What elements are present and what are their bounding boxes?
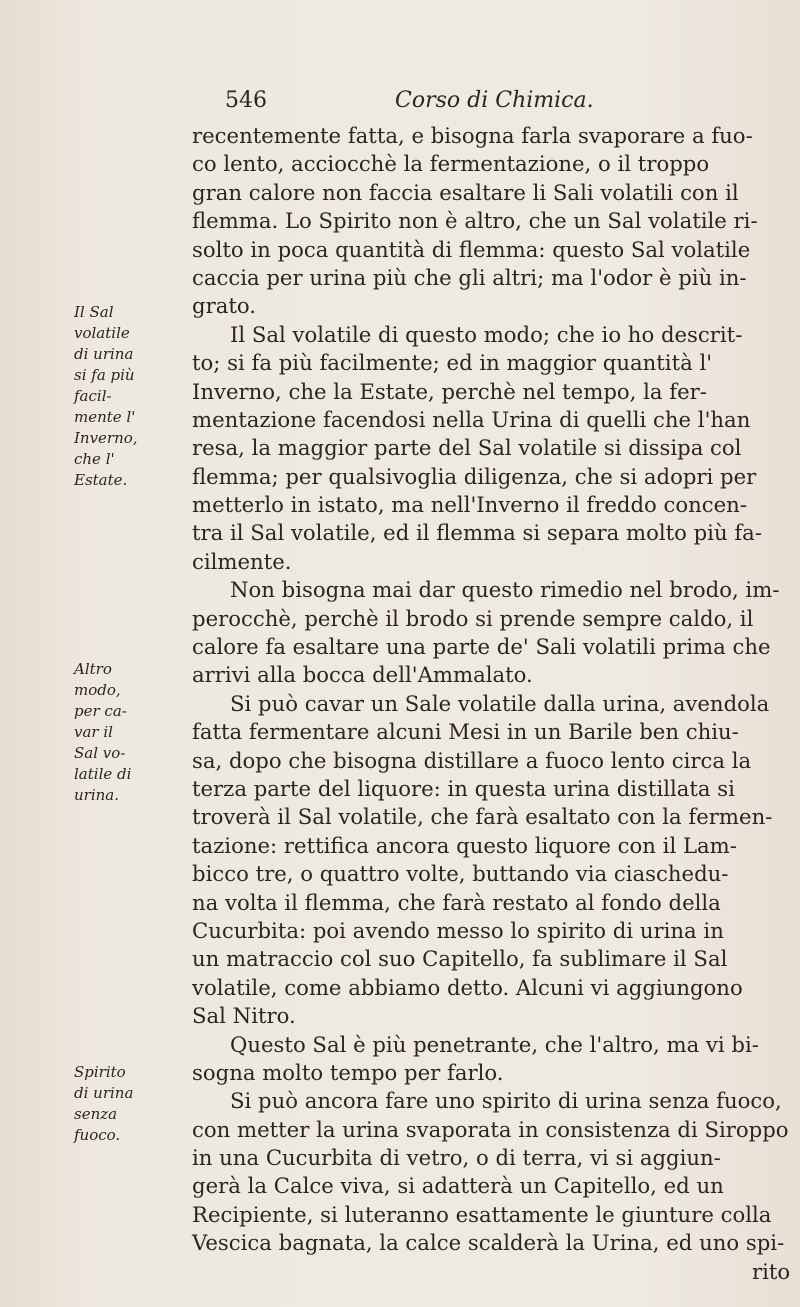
text-line: Questo Sal è più penetrante, che l'altro, ma vi bi-: [230, 1031, 759, 1057]
text-line: fatta fermentare alcuni Mesi in un Barile ben chiu-: [192, 719, 739, 745]
text-line: Inverno, che la Estate, perchè nel tempo, la fer-: [192, 378, 707, 404]
page-header: [225, 88, 645, 116]
margin-note: [74, 1062, 192, 1146]
margin-note-line: di urina: [74, 1084, 134, 1102]
margin-note-line: senza: [74, 1105, 118, 1123]
text-line: con metter la urina svaporata in consistenza di Siroppo: [192, 1116, 789, 1142]
margin-note-line: urina.: [74, 786, 119, 804]
text-line: bicco tre, o quattro volte, buttando via ciaschedu-: [192, 861, 729, 887]
text-line: flemma; per qualsivoglia diligenza, che si adopri per: [192, 463, 757, 489]
text-line: Cucurbita: poi avendo messo lo spirito di urina in: [192, 917, 724, 943]
margin-note-line: latile di: [74, 765, 132, 783]
margin-note-line: facil-: [74, 387, 112, 405]
catchword: rito: [752, 1258, 791, 1284]
text-line: Sal Nitro.: [192, 1003, 296, 1029]
margin-note-line: Sal vo-: [74, 744, 126, 762]
text-line: sogna molto tempo per farlo.: [192, 1059, 504, 1085]
text-line: calore fa esaltare una parte de' Sali volatili prima che: [192, 634, 771, 660]
margin-note-line: volatile: [74, 324, 130, 342]
margin-note-line: Il Sal: [74, 303, 114, 321]
text-line: tra il Sal volatile, ed il flemma si separa molto più fa-: [192, 520, 762, 546]
margin-note-line: mente l': [74, 408, 136, 426]
text-line: troverà il Sal volatile, che farà esaltato con la fermen-: [192, 804, 773, 830]
paragraph: [192, 576, 782, 690]
text-line: perocchè, perchè il brodo si prende sempre caldo, il: [192, 605, 754, 631]
text-line: Recipiente, si luteranno esattamente le giunture colla: [192, 1201, 772, 1227]
text-line: solto in poca quantità di flemma: questo Sal volatile: [192, 236, 751, 262]
page-number: 546: [225, 88, 267, 113]
margin-note-line: modo,: [74, 681, 121, 699]
text-line: terza parte del liquore: in questa urina distillata si: [192, 775, 735, 801]
text-line: Vescica bagnata, la calce scalderà la Urina, ed uno spi-: [192, 1230, 785, 1256]
margin-note-line: che l': [74, 450, 115, 468]
margin-note-line: fuoco.: [74, 1126, 121, 1144]
text-line: Si può cavar un Sale volatile dalla urina, avendola: [230, 690, 770, 716]
text-line: recentemente fatta, e bisogna farla svaporare a fuo-: [192, 123, 753, 148]
margin-note: [74, 659, 192, 806]
margin-note-line: di urina: [74, 345, 134, 363]
text-line: Si può ancora fare uno spirito di urina senza fuoco,: [230, 1088, 782, 1114]
text-line: co lento, acciocchè la fermentazione, o il troppo: [192, 151, 710, 177]
text-line: na volta il flemma, che farà restato al fondo della: [192, 889, 721, 915]
text-line: volatile, come abbiamo detto. Alcuni vi aggiungono: [192, 974, 743, 1000]
margin-note-line: Inverno,: [74, 429, 138, 447]
body-text: [192, 122, 791, 1286]
text-line: caccia per urina più che gli altri; ma l'odor è più in-: [192, 264, 747, 290]
text-line: sa, dopo che bisogna distillare a fuoco lento circa la: [192, 747, 752, 773]
paragraph: [192, 1087, 789, 1257]
text-line: mentazione facendosi nella Urina di quelli che l'han: [192, 406, 751, 432]
margin-note: [74, 302, 192, 491]
margin-note-line: Altro: [74, 660, 112, 678]
text-line: flemma. Lo Spirito non è altro, che un Sal volatile ri-: [192, 208, 758, 234]
margin-note-line: per ca-: [74, 702, 127, 720]
text-line: grato.: [192, 293, 256, 319]
text-line: gerà la Calce viva, si adatterà un Capitello, ed un: [192, 1173, 724, 1199]
text-line: un matraccio col suo Capitello, fa sublimare il Sal: [192, 946, 728, 972]
text-line: gran calore non faccia esaltare li Sali volatili con il: [192, 179, 739, 205]
paragraph: [192, 1031, 782, 1088]
running-title: Corso di Chimica.: [395, 88, 594, 113]
text-line: to; si fa più facilmente; ed in maggior quantità l': [192, 350, 713, 376]
paragraph: [192, 122, 782, 321]
margin-note-line: Spirito: [74, 1063, 126, 1081]
text-line: metterlo in istato, ma nell'Inverno il freddo concen-: [192, 492, 747, 518]
text-line: tazione: rettifica ancora questo liquore con il Lam-: [192, 832, 737, 858]
margin-note-line: si fa più: [74, 366, 135, 384]
text-line: Il Sal volatile di questo modo; che io ho descrit-: [230, 321, 743, 347]
margin-note-line: Estate.: [74, 471, 128, 489]
text-line: resa, la maggior parte del Sal volatile si dissipa col: [192, 435, 742, 461]
text-line: arrivi alla bocca dell'Ammalato.: [192, 662, 533, 688]
margin-note-line: var il: [74, 723, 113, 741]
text-line: Non bisogna mai dar questo rimedio nel brodo, im-: [230, 577, 780, 603]
text-line: cilmente.: [192, 548, 292, 574]
paragraph: [192, 690, 782, 1031]
paragraph: [192, 321, 782, 577]
text-line: in una Cucurbita di vetro, o di terra, vi si aggiun-: [192, 1145, 721, 1171]
